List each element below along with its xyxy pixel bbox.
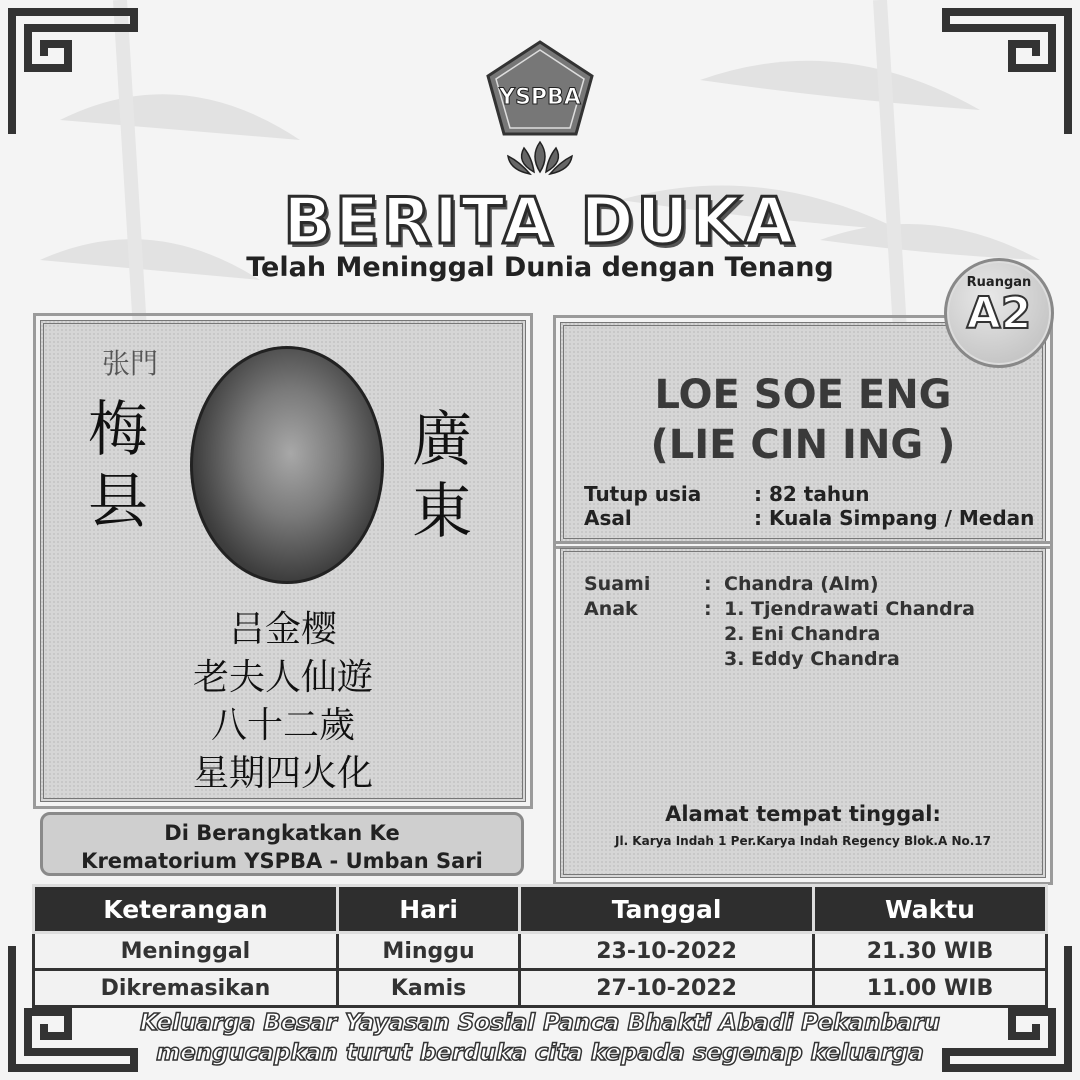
- origin-char: 县: [88, 467, 148, 537]
- destination-line: Krematorium YSPBA - Umban Sari: [81, 849, 483, 873]
- portrait-photo: [190, 346, 384, 584]
- origin-value: : Kuala Simpang / Medan: [754, 506, 1035, 530]
- lotus-icon: [508, 142, 572, 174]
- children-sep: :: [704, 598, 712, 620]
- memorial-line: 吕金樱: [228, 609, 337, 650]
- room-label: Ruangan: [966, 275, 1032, 290]
- age-label: Tutup usia: [584, 482, 702, 506]
- column-header: Waktu: [813, 886, 1046, 933]
- table-row: [34, 933, 1047, 970]
- table-cell: 21.30 WIB: [813, 933, 1046, 970]
- child-item: 1. Tjendrawati Chandra: [724, 598, 975, 620]
- origin-char: 廣: [412, 405, 472, 475]
- address-label: Alamat tempat tinggal:: [665, 802, 941, 826]
- memorial-panel: [40, 320, 526, 802]
- name-line: LOE SOE ENG: [654, 372, 952, 418]
- children-label: Anak: [584, 598, 638, 620]
- condolence-footer: [0, 1008, 1080, 1068]
- origin-label: Asal: [584, 506, 632, 530]
- family-panel: [560, 548, 1046, 878]
- origin-right-column: [406, 404, 478, 548]
- column-header: Tanggal: [520, 886, 814, 933]
- spouse-value: Chandra (Alm): [724, 573, 879, 595]
- footer-line: mengucapkan turut berduka cita kepada segenap keluarga: [156, 1040, 924, 1066]
- column-header: Keterangan: [34, 886, 338, 933]
- table-cell: Meninggal: [34, 933, 338, 970]
- age-row: [584, 482, 870, 506]
- table-cell: Dikremasikan: [34, 970, 338, 1007]
- name-line: (LIE CIN ING ): [650, 422, 956, 468]
- table-cell: 27-10-2022: [520, 970, 814, 1007]
- spouse-label: Suami: [584, 573, 651, 595]
- destination-box: [40, 812, 524, 876]
- page-subtitle: Telah Meninggal Dunia dengan Tenang: [246, 252, 834, 283]
- room-code: A2: [966, 288, 1032, 339]
- table-cell: Kamis: [337, 970, 519, 1007]
- column-header: Hari: [337, 886, 519, 933]
- child-item: 2. Eni Chandra: [724, 623, 881, 645]
- table-cell: 23-10-2022: [520, 933, 814, 970]
- table-header-row: [34, 886, 1047, 933]
- room-badge: [944, 258, 1054, 368]
- table-cell: 11.00 WIB: [813, 970, 1046, 1007]
- page-title: BERITA DUKA: [283, 185, 797, 259]
- footer-line: Keluarga Besar Yayasan Sosial Panca Bhakti Abadi Pekanbaru: [139, 1010, 941, 1036]
- yspba-logo: [480, 38, 600, 178]
- child-item: 3. Eddy Chandra: [724, 648, 900, 670]
- logo-text: YSPBA: [499, 85, 581, 110]
- memorial-line: 星期四火化: [192, 753, 373, 794]
- age-value: : 82 tahun: [754, 482, 870, 506]
- clan-name: 张門: [102, 347, 159, 380]
- family-list: [584, 572, 975, 672]
- children-row: [584, 597, 975, 622]
- memorial-line: 八十二歲: [210, 705, 355, 746]
- table-cell: Minggu: [337, 933, 519, 970]
- corner-ornament-icon: [8, 8, 138, 138]
- spouse-row: [584, 572, 975, 597]
- spouse-sep: :: [704, 573, 712, 595]
- memorial-text: [44, 606, 522, 798]
- destination-line: Di Berangkatkan Ke: [164, 821, 400, 845]
- origin-row: [584, 506, 1034, 530]
- corner-ornament-icon: [942, 8, 1072, 138]
- address-value: Jl. Karya Indah 1 Per.Karya Indah Regency Blok.A No.17: [614, 834, 991, 848]
- origin-char: 梅: [88, 395, 148, 465]
- children-row: [584, 622, 975, 647]
- table-row: [34, 970, 1047, 1007]
- origin-left-column: [82, 394, 154, 538]
- origin-char: 東: [412, 477, 472, 547]
- deceased-name: [564, 370, 1042, 470]
- children-row: [584, 647, 975, 672]
- memorial-line: 老夫人仙遊: [192, 657, 373, 698]
- schedule-table: [32, 884, 1048, 1008]
